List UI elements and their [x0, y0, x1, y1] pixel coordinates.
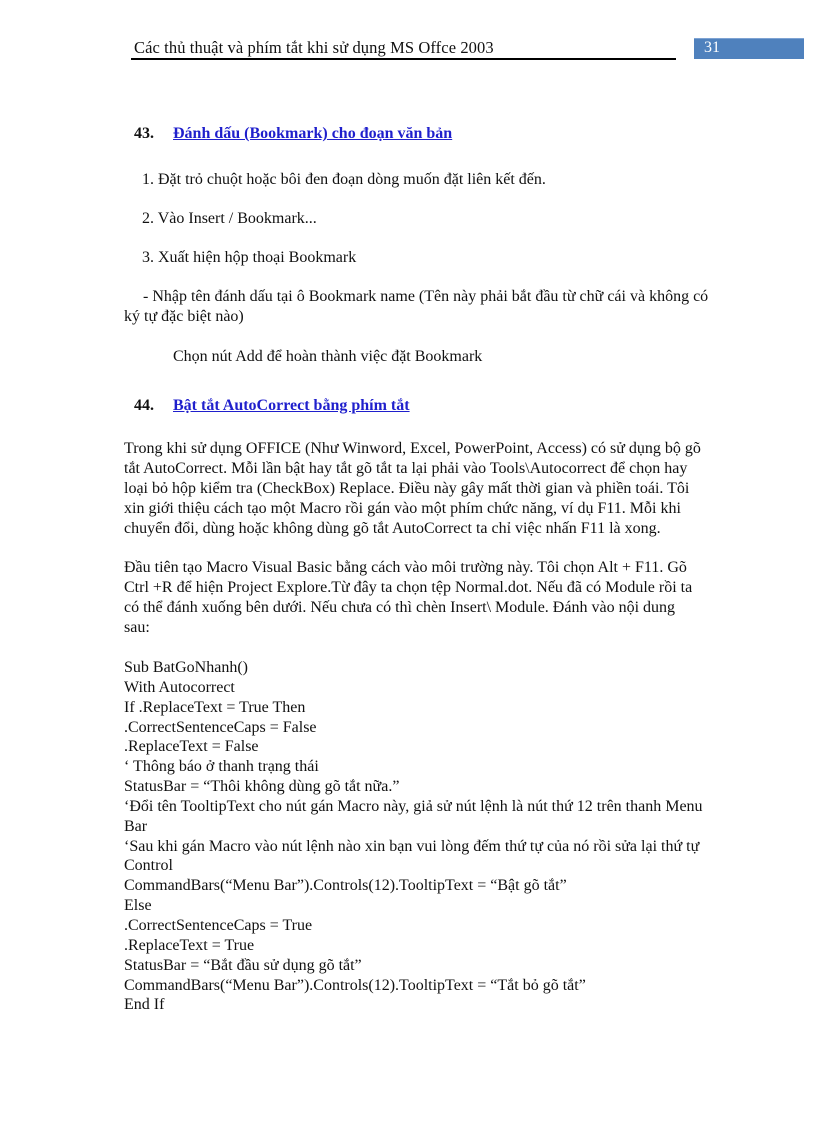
section-43-number: 43. [134, 125, 154, 142]
section-43-step-2: 2. Vào Insert / Bookmark... [142, 210, 317, 227]
code-line: .CorrectSentenceCaps = True [124, 916, 313, 934]
code-line: CommandBars(“Menu Bar”).Controls(12).TooltipText = “Bật gõ tắt” [124, 877, 567, 895]
code-line: StatusBar = “Bắt đầu sử dụng gõ tắt” [124, 956, 362, 974]
section-44-title-link[interactable]: Bật tắt AutoCorrect bằng phím tắt [173, 397, 410, 414]
code-line: .ReplaceText = True [124, 936, 255, 954]
section-44-number: 44. [134, 397, 154, 414]
code-line: StatusBar = “Thôi không dùng gõ tắt nữa.” [124, 778, 400, 796]
code-line: .ReplaceText = False [124, 738, 259, 756]
code-line: ‘Đổi tên TooltipText cho nút gán Macro này, giả sử nút lệnh là nút thứ 12 trên thanh Menu Bar [124, 797, 703, 835]
code-line: Sub BatGoNhanh() [124, 659, 248, 676]
page-number-box [694, 38, 804, 59]
code-line: ‘Sau khi gán Macro vào nút lệnh nào xin bạn vui lòng đếm thứ tự của nó rồi sửa lại thứ tự Control [124, 837, 700, 875]
code-line: .CorrectSentenceCaps = False [124, 718, 317, 736]
section-43-final-step: Chọn nút Add để hoàn thành việc đặt Bookmark [173, 348, 483, 365]
code-line: End If [124, 996, 165, 1014]
code-line: Else [124, 897, 152, 915]
section-44-instructions: Đầu tiên tạo Macro Visual Basic bằng cách vào môi trường này. Tôi chọn Alt + F11. Gõ Ctrl +R để hiện Project Explore.Từ đây ta chọn tệp Normal.dot. Nếu đã có Module rồi ta có thể đánh xuống bên dưới. Nếu chưa có thì chèn Insert\ Module. Đánh vào nội dung sau: [124, 559, 693, 636]
section-43-step-3: 3. Xuất hiện hộp thoại Bookmark [142, 249, 357, 266]
document-title: Các thủ thuật và phím tắt khi sử dụng MS Offce 2003 [134, 38, 494, 57]
section-44-intro: Trong khi sử dụng OFFICE (Như Winword, Excel, PowerPoint, Access) có sử dụng bộ gõ tắt AutoCorrect. Mỗi lần bật hay tắt gõ tắt ta lại phải vào Tools\Autocorrect để chọn hay loại bỏ hộp kiểm tra (CheckBox) Replace. Điều này gây mất thời gian và phiền toái. Tôi xin giới thiệu cách tạo một Macro rồi gán vào một phím chức năng, ví dụ F11. Mỗi khi chuyển đổi, dùng hoặc không dùng gõ tắt AutoCorrect ta chỉ việc nhấn F11 là xong. [124, 440, 701, 537]
section-43-step-1: 1. Đặt trỏ chuột hoặc bôi đen đoạn dòng muốn đặt liên kết đến. [142, 171, 546, 188]
page-number: 31 [704, 39, 720, 56]
code-line: With Autocorrect [124, 678, 235, 696]
code-line: ‘ Thông báo ở thanh trạng thái [124, 758, 319, 776]
code-line: If .ReplaceText = True Then [124, 698, 306, 716]
section-43-note: - Nhập tên đánh dấu tại ô Bookmark name (Tên này phải bắt đầu từ chữ cái và không có ký tự đặc biệt nào) [124, 288, 709, 325]
header-divider [131, 58, 676, 60]
code-line: CommandBars(“Menu Bar”).Controls(12).TooltipText = “Tắt bỏ gõ tắt” [124, 976, 586, 994]
vba-code-block [124, 658, 704, 1015]
section-43-title-link[interactable]: Đánh dấu (Bookmark) cho đoạn văn bản [173, 125, 453, 142]
